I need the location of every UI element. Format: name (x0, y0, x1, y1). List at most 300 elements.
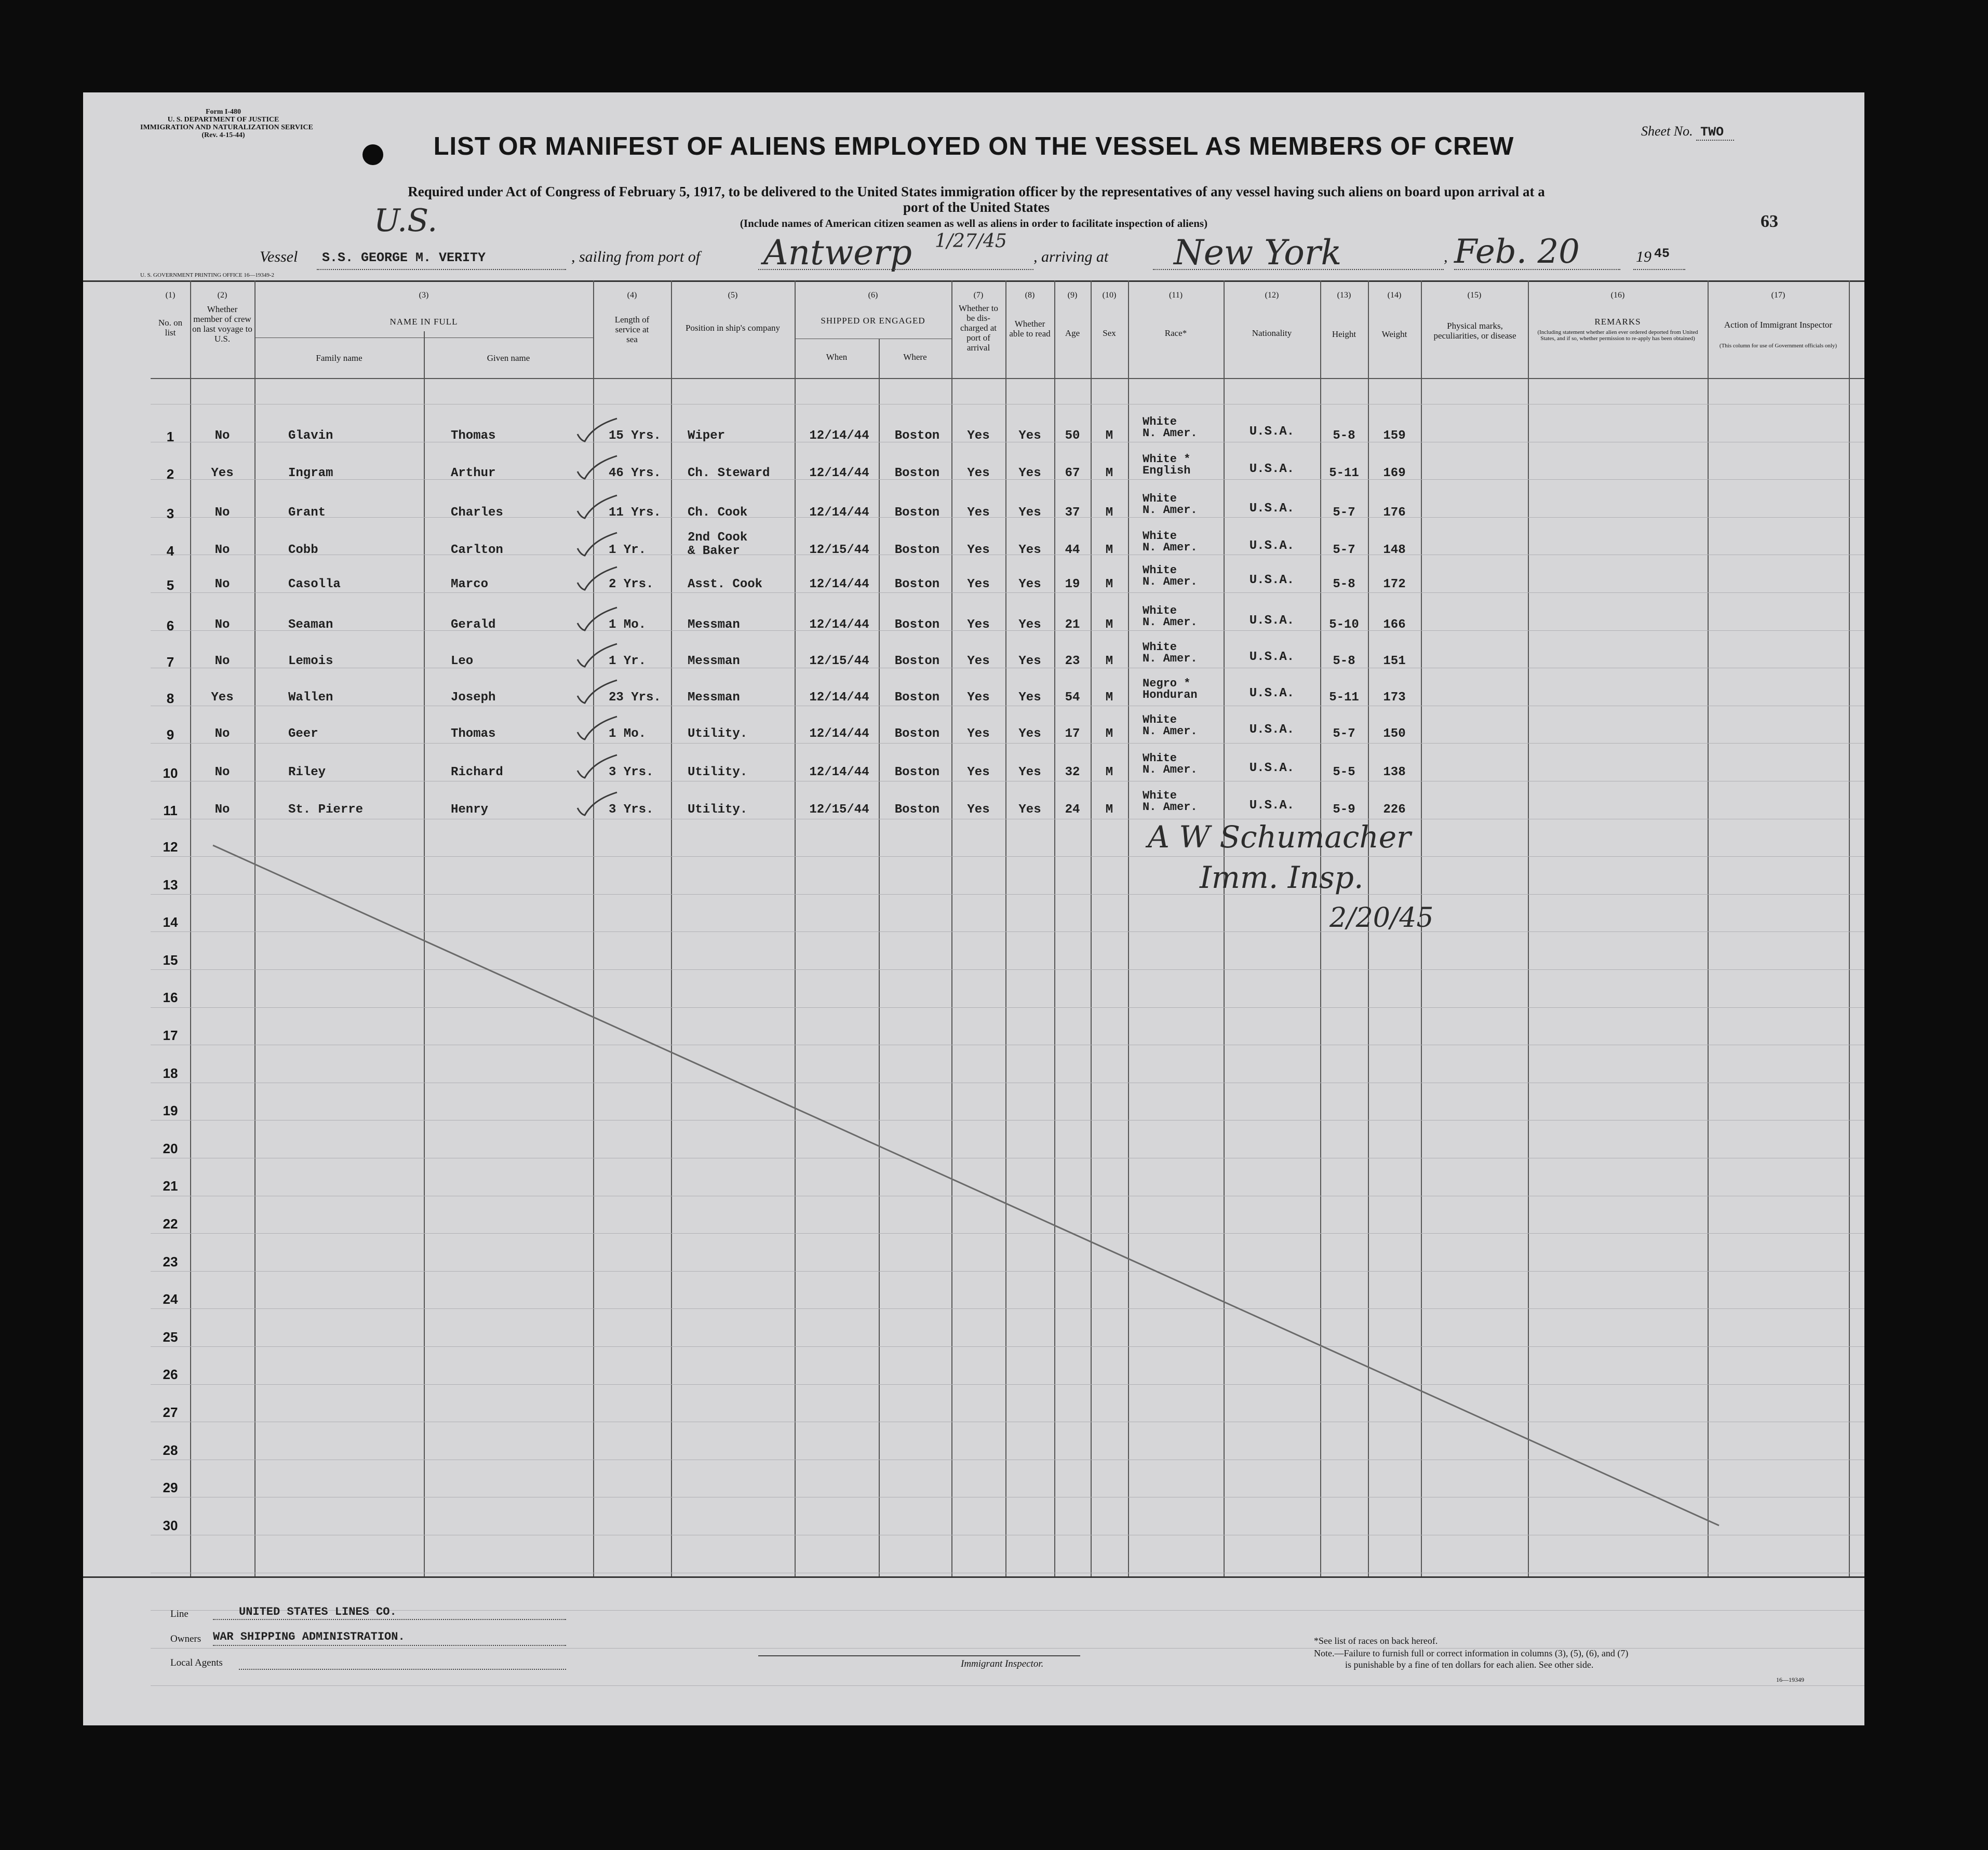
empty-row-number: 23 (163, 1253, 178, 1270)
race-line-1: White (1143, 564, 1177, 577)
position: Utility. (688, 727, 748, 741)
length-of-service: 15 Yrs. (609, 429, 661, 443)
col-header-remarks-detail: (Including statement whether alien ever ordered deported from United States, and if so, whether permission to re-apply has been obtained) (1537, 329, 1698, 342)
race-line-2: N. Amer. (1143, 801, 1198, 814)
sex: M (1105, 727, 1113, 741)
shipped-when: 12/14/44 (809, 466, 869, 480)
empty-row-number: 24 (163, 1291, 178, 1307)
owners-underline (213, 1645, 566, 1646)
position: Ch. Steward (688, 466, 770, 480)
col-header-discharged: Whether to be dis-charged at port of arrival (959, 303, 998, 353)
position: Wiper (688, 429, 726, 443)
height: 5-10 (1329, 618, 1359, 632)
last-voyage: No (214, 618, 230, 632)
race-line-1: White * (1143, 453, 1191, 466)
empty-row-number: 29 (163, 1480, 178, 1496)
given-name: Richard (451, 765, 503, 779)
age: 67 (1065, 466, 1080, 480)
sex: M (1105, 543, 1113, 557)
to-be-discharged: Yes (967, 429, 990, 443)
last-voyage: Yes (211, 466, 234, 480)
checkmark-icon (577, 717, 617, 739)
weight: 166 (1383, 618, 1406, 632)
owners-label: Owners (170, 1633, 202, 1644)
col-header-position: Position in ship's company (685, 323, 781, 333)
arriving-label: , arriving at (1033, 248, 1109, 265)
col-num-10: (10) (1102, 291, 1117, 300)
col-num-13: (13) (1337, 291, 1351, 300)
race-line-1: White (1143, 415, 1177, 428)
race-line-2: N. Amer. (1143, 427, 1198, 440)
able-to-read: Yes (1018, 618, 1041, 632)
shipped-when: 12/14/44 (809, 577, 869, 591)
sailing-date: 1/27/45 (935, 231, 1007, 252)
shipped-where: Boston (894, 618, 940, 632)
race-line-2: English (1143, 464, 1191, 477)
last-voyage: No (214, 765, 230, 779)
empty-row-number: 17 (163, 1028, 178, 1043)
to-be-discharged: Yes (967, 803, 990, 817)
length-of-service: 1 Mo. (609, 618, 647, 632)
race-line-2: Honduran (1143, 688, 1198, 701)
empty-row-number: 15 (163, 952, 178, 968)
col-num-3: (3) (419, 291, 429, 300)
last-voyage: No (214, 429, 230, 443)
to-be-discharged: Yes (967, 466, 990, 480)
height: 5-8 (1333, 429, 1355, 443)
nationality: U.S.A. (1249, 573, 1295, 587)
nationality: U.S.A. (1249, 425, 1295, 439)
weight: 151 (1383, 654, 1406, 668)
col-num-4: (4) (627, 291, 637, 300)
position: Utility. (688, 765, 748, 779)
height: 5-7 (1333, 543, 1355, 557)
able-to-read: Yes (1018, 543, 1041, 557)
weight: 176 (1383, 506, 1406, 520)
inspector-title: Imm. Insp. (1200, 860, 1364, 895)
to-be-discharged: Yes (967, 506, 990, 520)
height: 5-5 (1333, 765, 1355, 779)
col-num-2: (2) (217, 291, 227, 300)
given-name: Arthur (451, 466, 496, 480)
empty-row-number: 25 (163, 1329, 178, 1345)
height: 5-7 (1333, 506, 1355, 520)
last-voyage: Yes (211, 691, 234, 705)
line-underline (213, 1619, 566, 1620)
empty-row-number: 12 (163, 839, 178, 855)
col-header-name-in-full: NAME IN FULL (389, 317, 458, 327)
shipped-where: Boston (894, 654, 940, 668)
empty-row-number: 27 (163, 1405, 178, 1420)
position: Utility. (688, 803, 748, 817)
family-name: Seaman (288, 618, 333, 632)
to-be-discharged: Yes (967, 577, 990, 591)
empty-row-number: 30 (163, 1517, 178, 1533)
col-header-sex: Sex (1103, 328, 1116, 338)
last-voyage: No (214, 727, 230, 741)
shipped-when: 12/15/44 (809, 803, 869, 817)
height: 5-8 (1333, 577, 1355, 591)
race-line-1: White (1143, 604, 1177, 617)
empty-row-number: 28 (163, 1442, 178, 1458)
family-name: Wallen (288, 691, 333, 705)
col-num-15: (15) (1467, 291, 1482, 300)
sex: M (1105, 429, 1113, 443)
age: 54 (1065, 691, 1080, 705)
to-be-discharged: Yes (967, 654, 990, 668)
weight: 148 (1383, 543, 1406, 557)
empty-row-number: 22 (163, 1216, 178, 1232)
col-header-no: No. on list (158, 318, 183, 337)
vessel-name: S.S. GEORGE M. VERITY (322, 250, 486, 265)
position: Ch. Cook (688, 506, 748, 520)
last-voyage: No (214, 577, 230, 591)
row-number: 4 (166, 543, 174, 559)
col-header-when: When (826, 352, 848, 362)
inspection-date: 2/20/45 (1329, 902, 1434, 934)
sex: M (1105, 765, 1113, 779)
sheet-number-label: Sheet No. (1641, 124, 1693, 139)
sailing-port: Antwerp (763, 233, 912, 273)
age: 32 (1065, 765, 1080, 779)
page-number: 63 (1761, 212, 1778, 231)
age: 44 (1065, 543, 1080, 557)
race-line-1: Negro * (1143, 677, 1191, 690)
position: Messman (688, 618, 740, 632)
sheet-number-value: TWO (1696, 125, 1734, 141)
position: Messman (688, 654, 740, 668)
height: 5-8 (1333, 654, 1355, 668)
col-header-length-service: Length of service at sea (614, 315, 650, 344)
age: 23 (1065, 654, 1080, 668)
weight: 226 (1383, 803, 1406, 817)
last-voyage: No (214, 803, 230, 817)
local-agents-label: Local Agents (170, 1657, 223, 1668)
form-code: 16—19349 (1776, 1676, 1804, 1683)
col-header-action: Action of Immigrant Inspector (1724, 320, 1833, 330)
race-line-1: White (1143, 789, 1177, 802)
shipped-when: 12/14/44 (809, 429, 869, 443)
shipped-when: 12/14/44 (809, 691, 869, 705)
sailing-label: , sailing from port of (571, 248, 701, 265)
empty-row-number: 13 (163, 876, 178, 893)
given-name: Carlton (451, 543, 503, 557)
age: 37 (1065, 506, 1080, 520)
col-num-12: (12) (1265, 291, 1279, 300)
family-name: Riley (288, 765, 326, 779)
shipped-where: Boston (894, 727, 940, 741)
nationality: U.S.A. (1249, 799, 1295, 813)
race-line-2: N. Amer. (1143, 504, 1198, 517)
shipped-when: 12/15/44 (809, 654, 869, 668)
nationality: U.S.A. (1249, 614, 1295, 628)
sex: M (1105, 691, 1113, 705)
arrival-date: Feb. 20 (1454, 233, 1580, 271)
col-header-weight: Weight (1381, 329, 1407, 339)
last-voyage: No (214, 506, 230, 520)
nationality: U.S.A. (1249, 723, 1295, 737)
shipped-where: Boston (894, 577, 940, 591)
row-number: 5 (166, 577, 174, 593)
length-of-service: 3 Yrs. (609, 765, 654, 779)
given-name: Joseph (451, 691, 496, 705)
col-header-shipped: SHIPPED OR ENGAGED (821, 316, 925, 326)
checkmark-icon (577, 680, 617, 703)
age: 50 (1065, 429, 1080, 443)
line-label: Line (170, 1609, 189, 1619)
nationality: U.S.A. (1249, 539, 1295, 553)
race-line-1: White (1143, 713, 1177, 726)
weight: 159 (1383, 429, 1406, 443)
race-line-1: White (1143, 492, 1177, 505)
empty-row-number: 14 (163, 914, 178, 930)
agents-underline (239, 1669, 566, 1670)
col-header-remarks: REMARKS (1594, 317, 1641, 327)
col-num-7: (7) (973, 291, 984, 300)
row-number: 9 (166, 727, 174, 742)
family-name: Cobb (288, 543, 318, 557)
immigrant-inspector-label: Immigrant Inspector. (961, 1658, 1044, 1669)
checkmark-icon (577, 792, 617, 815)
shipped-where: Boston (894, 506, 940, 520)
length-of-service: 1 Yr. (609, 654, 647, 668)
age: 19 (1065, 577, 1080, 591)
weight: 169 (1383, 466, 1406, 480)
col-header-given-name: Given name (487, 353, 530, 363)
col-header-action-detail: (This column for use of Government officials only) (1719, 343, 1837, 349)
height: 5-7 (1333, 727, 1355, 741)
able-to-read: Yes (1018, 506, 1041, 520)
shipped-when: 12/14/44 (809, 618, 869, 632)
shipped-where: Boston (894, 691, 940, 705)
race-line-2: N. Amer. (1143, 575, 1198, 588)
subtitle-line-2: port of the United States (903, 199, 1050, 215)
height: 5-11 (1329, 466, 1359, 480)
checkmark-icon (577, 644, 617, 667)
checkmark-icon (577, 533, 617, 556)
weight: 150 (1383, 727, 1406, 741)
col-num-14: (14) (1387, 291, 1402, 300)
position: 2nd Cook (688, 531, 748, 545)
length-of-service: 46 Yrs. (609, 466, 661, 480)
race-line-1: White (1143, 641, 1177, 654)
race-line-2: N. Amer. (1143, 763, 1198, 776)
nationality: U.S.A. (1249, 650, 1295, 664)
penalty-note-2: is punishable by a fine of ten dollars for each alien. See other side. (1345, 1659, 1594, 1670)
gpo-imprint: U. S. GOVERNMENT PRINTING OFFICE 16—19349-2 (140, 272, 275, 278)
weight: 138 (1383, 765, 1406, 779)
empty-row-number: 19 (163, 1103, 178, 1119)
race-line-2: N. Amer. (1143, 616, 1198, 629)
row-number: 2 (166, 466, 174, 482)
length-of-service: 1 Mo. (609, 727, 647, 741)
sex: M (1105, 654, 1113, 668)
race-line-2: N. Amer. (1143, 725, 1198, 738)
sex: M (1105, 577, 1113, 591)
length-of-service: 11 Yrs. (609, 506, 661, 520)
checkmark-icon (577, 495, 617, 518)
manifest-sheet (83, 92, 1864, 1725)
position: Asst. Cook (688, 577, 763, 591)
checkmark-icon (577, 607, 617, 630)
col-num-1: (1) (165, 291, 176, 300)
nationality: U.S.A. (1249, 686, 1295, 700)
empty-row-number: 26 (163, 1367, 178, 1383)
able-to-read: Yes (1018, 429, 1041, 443)
able-to-read: Yes (1018, 691, 1041, 705)
given-name: Marco (451, 577, 489, 591)
sex: M (1105, 803, 1113, 817)
line-value: UNITED STATES LINES CO. (239, 1605, 397, 1618)
checkmark-icon (577, 418, 617, 441)
shipped-where: Boston (894, 765, 940, 779)
checkmark-icon (577, 456, 617, 479)
col-header-family-name: Family name (316, 353, 362, 363)
col-num-16: (16) (1610, 291, 1625, 300)
col-header-nationality: Nationality (1252, 328, 1292, 338)
to-be-discharged: Yes (967, 618, 990, 632)
subtitle-line-1: Required under Act of Congress of February 5, 1917, to be delivered to the United States immigration officer by the representatives of any vessel having such aliens on board upon arrival at a (408, 184, 1545, 199)
sex: M (1105, 506, 1113, 520)
shipped-when: 12/14/44 (809, 506, 869, 520)
able-to-read: Yes (1018, 803, 1041, 817)
family-name: St. Pierre (288, 803, 364, 817)
able-to-read: Yes (1018, 466, 1041, 480)
row-number: 11 (163, 803, 178, 818)
family-name: Lemois (288, 654, 333, 668)
to-be-discharged: Yes (967, 727, 990, 741)
shipped-where: Boston (894, 466, 940, 480)
row-number: 8 (166, 691, 174, 706)
shipped-when: 12/15/44 (809, 543, 869, 557)
col-num-11: (11) (1168, 291, 1183, 300)
checkmark-icon (577, 755, 617, 778)
shipped-where: Boston (894, 429, 940, 443)
penalty-note-1: Note.—Failure to furnish full or correct information in columns (3), (5), (6), and (7) (1314, 1648, 1629, 1658)
given-name: Leo (451, 654, 474, 668)
year-value: 45 (1654, 246, 1670, 261)
row-number: 1 (166, 429, 174, 444)
row-number: 10 (163, 765, 178, 781)
able-to-read: Yes (1018, 577, 1041, 591)
owners-value: WAR SHIPPING ADMINISTRATION. (213, 1630, 405, 1643)
able-to-read: Yes (1018, 727, 1041, 741)
form-department: U. S. DEPARTMENT OF JUSTICE (167, 116, 279, 124)
checkmarks (83, 92, 1864, 1725)
vessel-label: Vessel (260, 248, 298, 265)
row-number: 3 (166, 506, 174, 521)
comma: , (1444, 248, 1448, 265)
inspector-signature-line (758, 1655, 1080, 1656)
nationality: U.S.A. (1249, 761, 1295, 775)
handwritten-us: U.S. (374, 202, 438, 239)
checkmark-icon (577, 567, 617, 590)
position: Messman (688, 691, 740, 705)
col-header-physical: Physical marks, peculiarities, or disease (1433, 321, 1516, 341)
sex: M (1105, 618, 1113, 632)
length-of-service: 23 Yrs. (609, 691, 661, 705)
to-be-discharged: Yes (967, 543, 990, 557)
family-name: Casolla (288, 577, 341, 591)
family-name: Grant (288, 506, 326, 520)
empty-row-number: 16 (163, 990, 178, 1006)
col-header-able-read: Whether able to read (1009, 319, 1051, 339)
length-of-service: 2 Yrs. (609, 577, 654, 591)
empty-row-number: 18 (163, 1065, 178, 1081)
to-be-discharged: Yes (967, 691, 990, 705)
weight: 173 (1383, 691, 1406, 705)
given-name: Charles (451, 506, 503, 520)
empty-row-number: 20 (163, 1140, 178, 1156)
sex: M (1105, 466, 1113, 480)
age: 24 (1065, 803, 1080, 817)
given-name: Thomas (451, 727, 496, 741)
race-line-2: N. Amer. (1143, 652, 1198, 665)
shipped-when: 12/14/44 (809, 765, 869, 779)
race-line-2: N. Amer. (1143, 541, 1198, 554)
position-line-2: & Baker (688, 544, 740, 558)
shipped-where: Boston (894, 803, 940, 817)
row-number: 6 (166, 618, 174, 633)
family-name: Ingram (288, 466, 333, 480)
col-header-height: Height (1332, 329, 1356, 339)
empty-row-number: 21 (163, 1178, 178, 1194)
subtitle-note: (Include names of American citizen seamen as well as aliens in order to facilitate inspection of aliens) (740, 217, 1208, 229)
col-header-age: Age (1065, 328, 1080, 338)
race-line-1: White (1143, 752, 1177, 765)
age: 17 (1065, 727, 1080, 741)
row-number: 7 (166, 654, 174, 670)
col-num-6: (6) (868, 291, 878, 300)
col-header-race: Race* (1164, 328, 1187, 338)
given-name: Gerald (451, 618, 496, 632)
form-number: Form I-480 (205, 108, 241, 116)
page-title: LIST OR MANIFEST OF ALIENS EMPLOYED ON THE VESSEL AS MEMBERS OF CREW (433, 132, 1514, 160)
shipped-where: Boston (894, 543, 940, 557)
col-num-9: (9) (1067, 291, 1078, 300)
nationality: U.S.A. (1249, 502, 1295, 516)
col-num-8: (8) (1025, 291, 1035, 300)
age: 21 (1065, 618, 1080, 632)
form-revision: (Rev. 4-15-44) (202, 131, 245, 139)
shipped-when: 12/14/44 (809, 727, 869, 741)
length-of-service: 1 Yr. (609, 543, 647, 557)
inspector-signature: A W Schumacher (1148, 819, 1411, 855)
family-name: Geer (288, 727, 318, 741)
nationality: U.S.A. (1249, 462, 1295, 476)
col-num-5: (5) (728, 291, 738, 300)
able-to-read: Yes (1018, 765, 1041, 779)
height: 5-9 (1333, 803, 1355, 817)
last-voyage: No (214, 654, 230, 668)
races-note: *See list of races on back hereof. (1314, 1636, 1438, 1646)
given-name: Henry (451, 803, 489, 817)
col-header-last-voyage: Whether member of crew on last voyage to U.S. (192, 304, 252, 344)
length-of-service: 3 Yrs. (609, 803, 654, 817)
arrival-port: New York (1174, 233, 1342, 273)
height: 5-11 (1329, 691, 1359, 705)
race-line-1: White (1143, 530, 1177, 543)
col-header-where: Where (903, 352, 927, 362)
col-num-17: (17) (1771, 291, 1785, 300)
weight: 172 (1383, 577, 1406, 591)
to-be-discharged: Yes (967, 765, 990, 779)
given-name: Thomas (451, 429, 496, 443)
able-to-read: Yes (1018, 654, 1041, 668)
year-prefix: 19 (1636, 248, 1651, 265)
form-service: IMMIGRATION AND NATURALIZATION SERVICE (140, 124, 313, 131)
family-name: Glavin (288, 429, 333, 443)
